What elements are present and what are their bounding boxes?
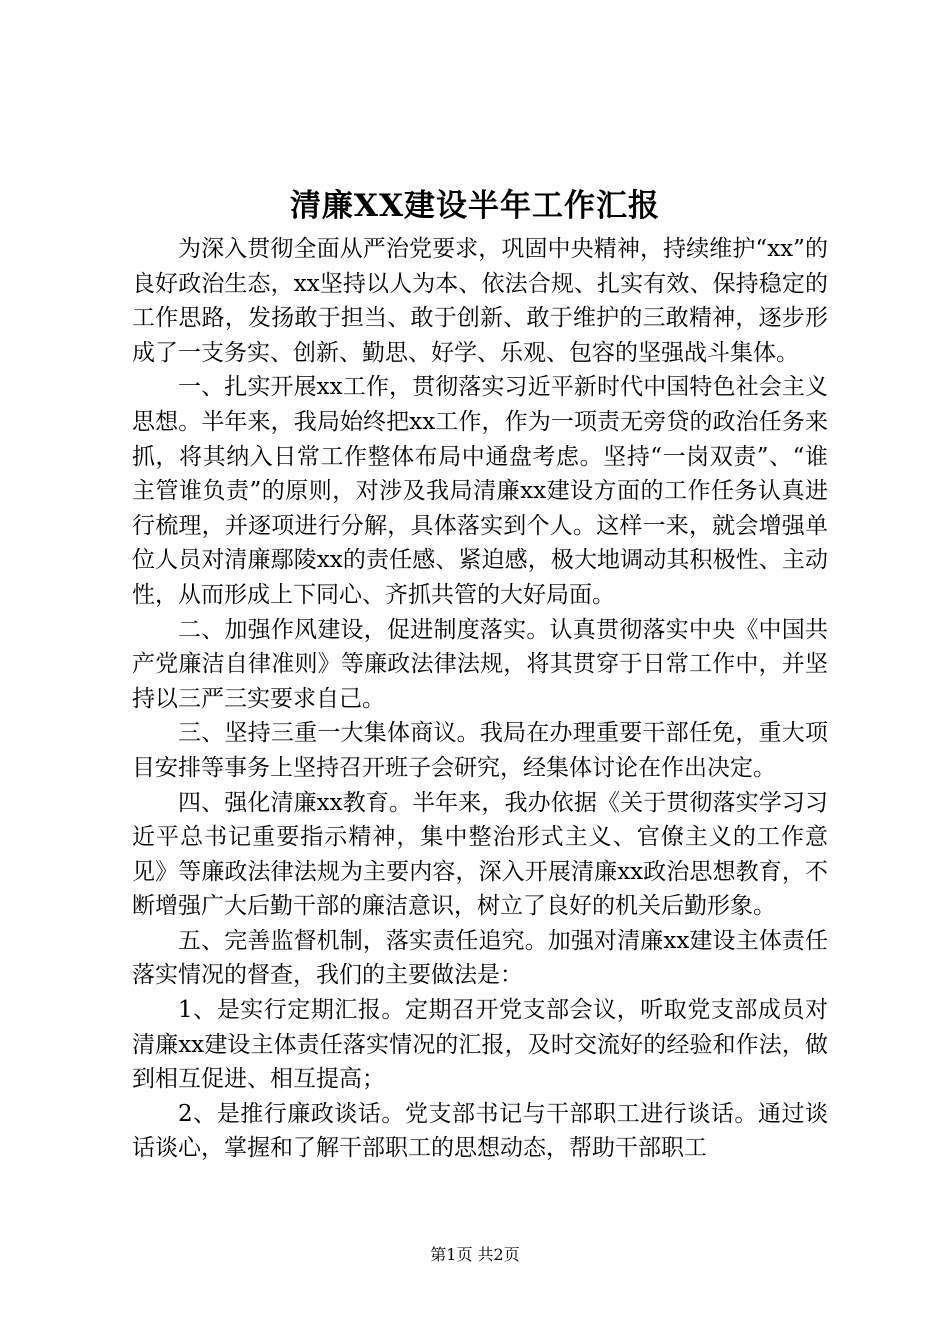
paragraph-item-1: 1、是实行定期汇报。定期召开党支部会议，听取党支部成员对清廉xx建设主体责任落实情况的汇报，及时交流好的经验和作法，做到相互促进、相互提高； [132, 997, 828, 1093]
page-footer: 第1页 共2页 [430, 1245, 520, 1264]
paragraph-section-4: 四、强化清廉xx教育。半年来，我办依据《关于贯彻落实学习习近平总书记重要指示精神，集中整治形式主义、官僚主义的工作意见》等廉政法律法规为主要内容，深入开展清廉xx政治思想教育，不断增强广大后勤干部的廉洁意识，树立了良好的机关后勤形象。 [132, 789, 828, 920]
paragraph-section-2: 二、加强作风建设，促进制度落实。认真贯彻落实中央《中国共产党廉洁自律准则》等廉政法律法规，将其贯穿于日常工作中，并坚持以三严三实要求自己。 [132, 616, 828, 712]
paragraph-section-1: 一、扎实开展xx工作，贯彻落实习近平新时代中国特色社会主义思想。半年来，我局始终把xx工作，作为一项责无旁贷的政治任务来抓，将其纳入日常工作整体布局中通盘考虑。坚持“一岗双责”、“谁主管谁负责”的原则，对涉及我局清廉xx建设方面的工作任务认真进行梳理，并逐项进行分解，具体落实到个人。这样一来，就会增强单位人员对清廉鄢陵xx的责任感、紧迫感，极大地调动其积极性、主动性，从而形成上下同心、齐抓共管的大好局面。 [132, 374, 828, 608]
document-body [132, 232, 828, 1166]
paragraph-intro: 为深入贯彻全面从严治党要求，巩固中央精神，持续维护“xx”的良好政治生态，xx坚持以人为本、依法合规、扎实有效、保持稳定的工作思路，发扬敢于担当、敢于创新、敢于维护的三敢精神，逐步形成了一支务实、创新、勤思、好学、乐观、包容的坚强战斗集体。 [132, 236, 828, 366]
paragraph-section-3: 三、坚持三重一大集体商议。我局在办理重要干部任免，重大项目安排等事务上坚持召开班子会研究，经集体讨论在作出决定。 [132, 720, 828, 781]
paragraph-section-5: 五、完善监督机制，落实责任追究。加强对清廉xx建设主体责任落实情况的督查，我们的主要做法是： [132, 927, 828, 989]
document-title: 清廉XX建设半年工作汇报 [289, 188, 661, 224]
paragraph-item-2: 2、是推行廉政谈话。党支部书记与干部职工进行谈话。通过谈话谈心，掌握和了解干部职工的思想动态，帮助干部职工 [132, 1100, 828, 1162]
